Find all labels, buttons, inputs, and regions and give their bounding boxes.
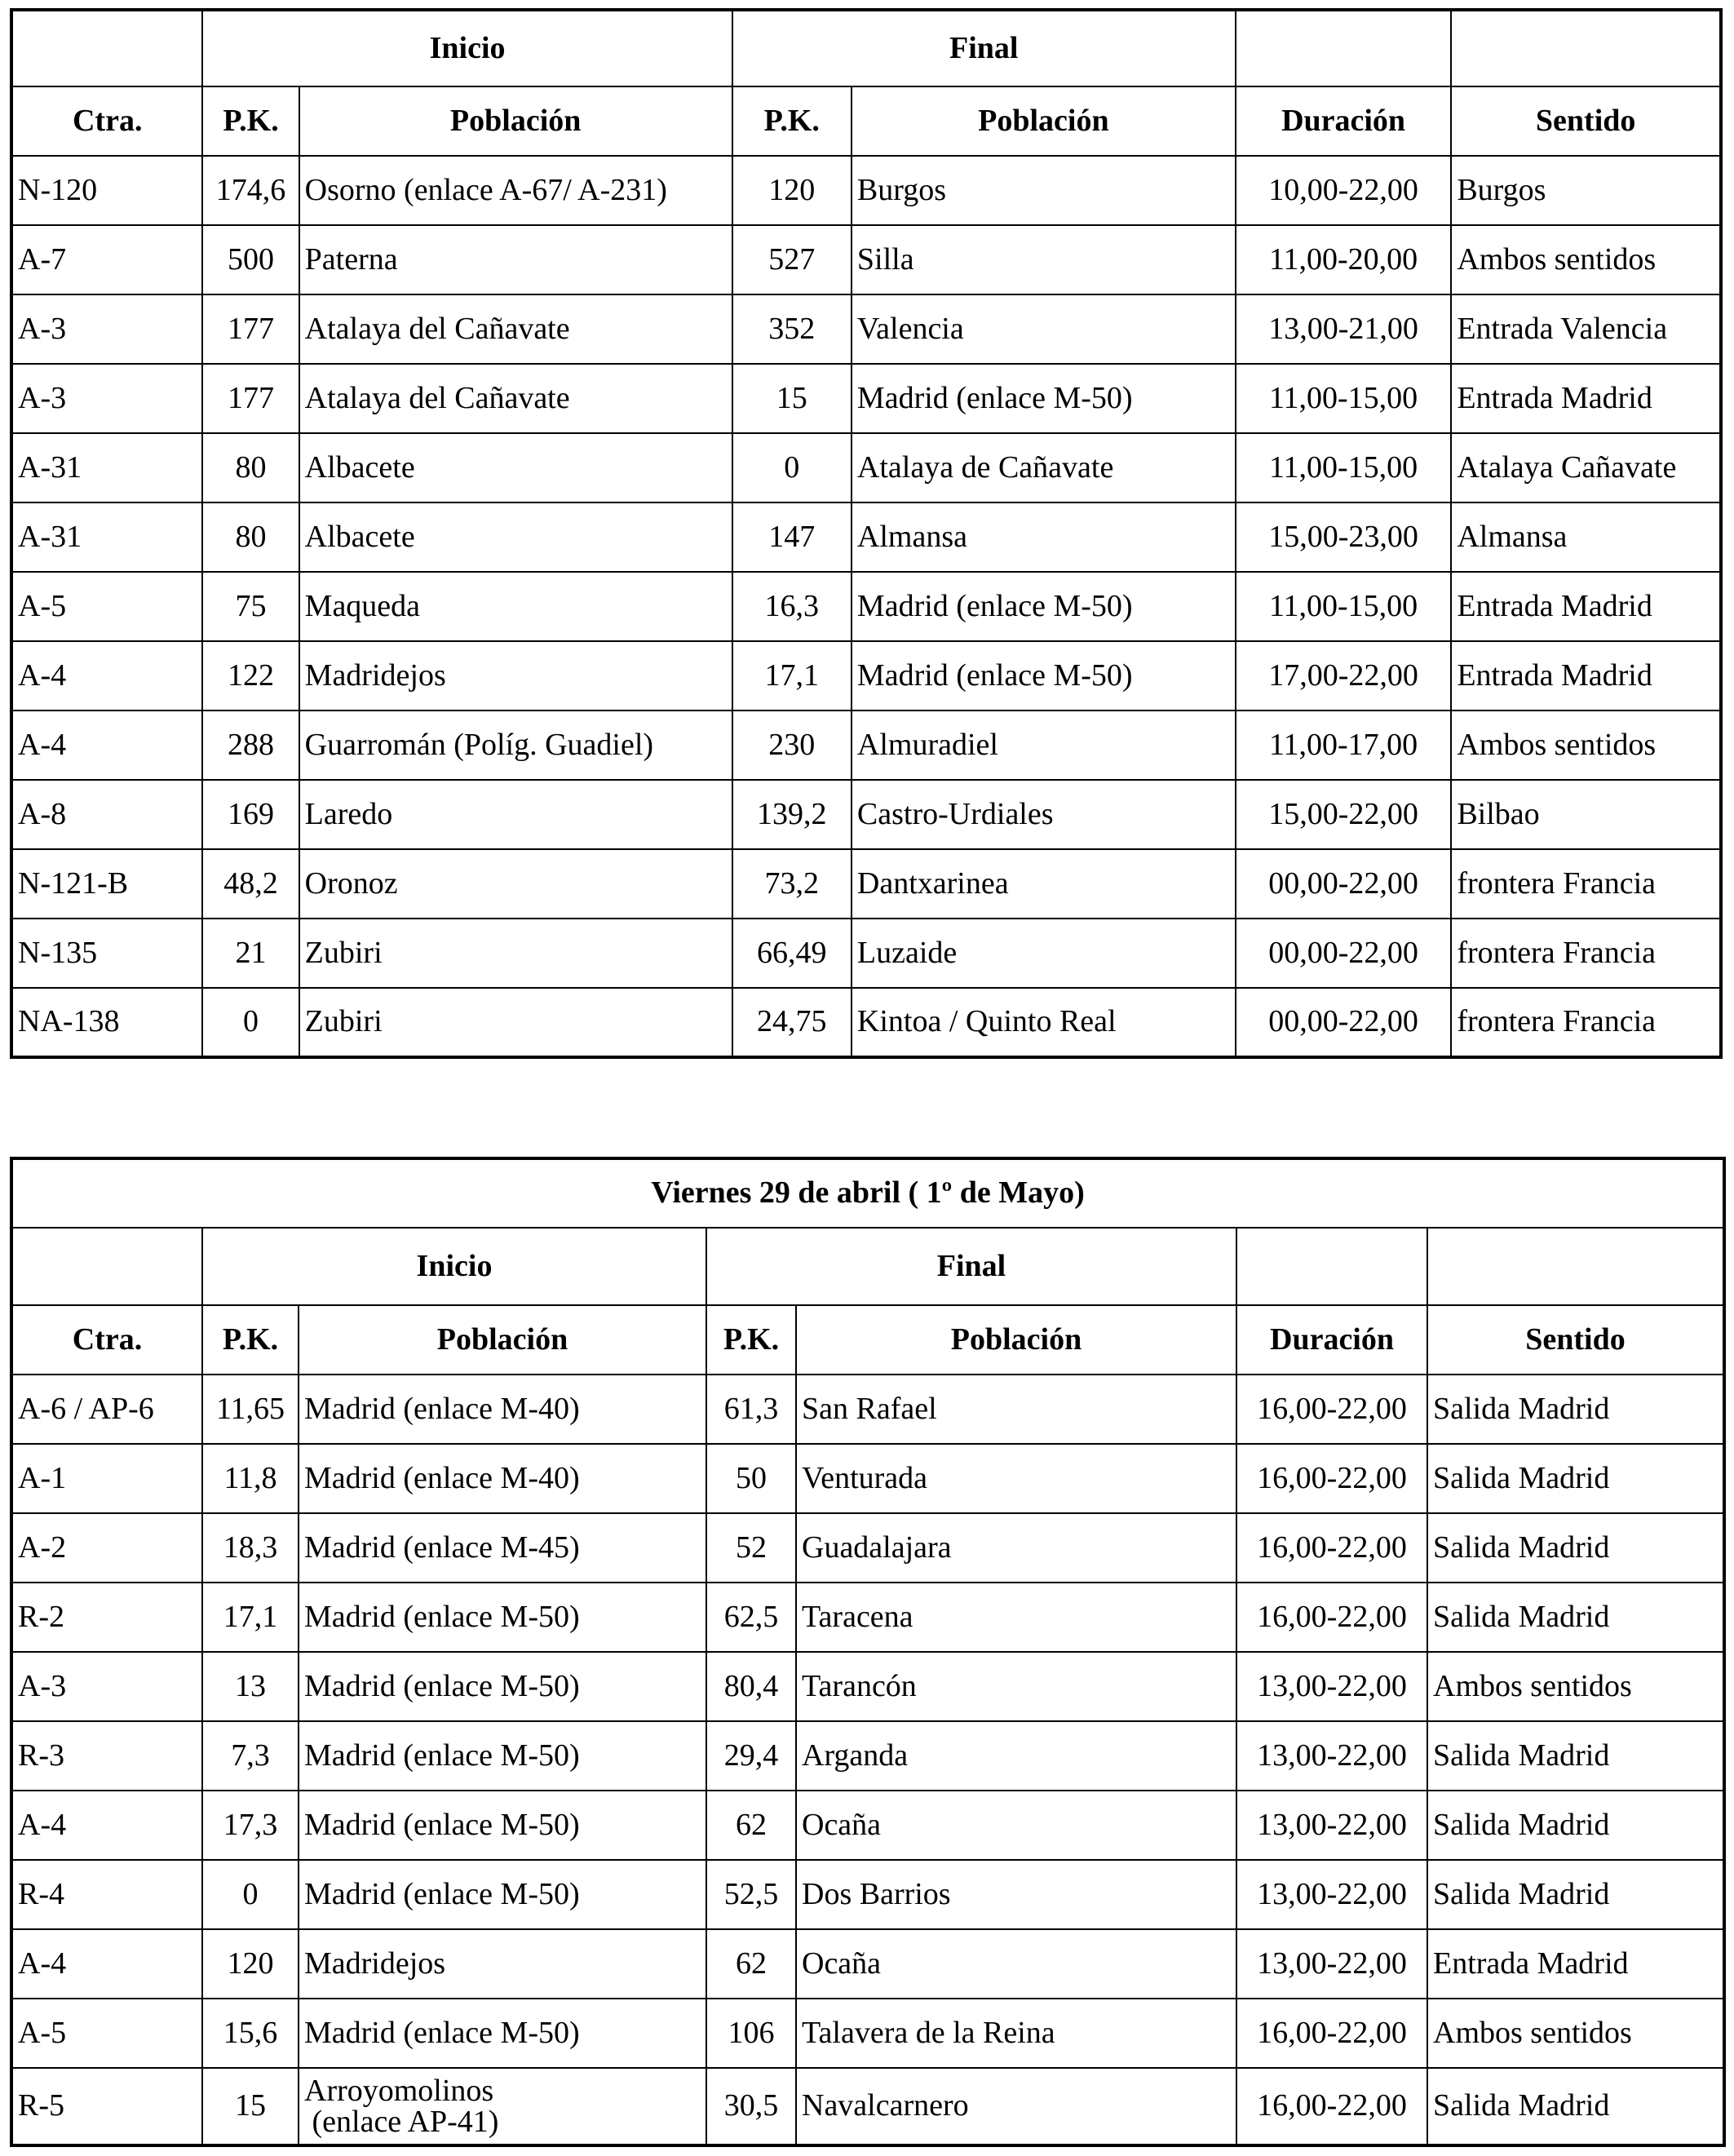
table-row	[11, 1999, 1724, 2068]
cell-sentido: Entrada Valencia	[1451, 294, 1721, 364]
column-header-sentido: Sentido	[1451, 86, 1721, 156]
cell-pk-final: 62	[706, 1929, 796, 1999]
cell-sentido: frontera Francia	[1451, 919, 1721, 988]
cell-pk-inicio: 0	[202, 1860, 299, 1929]
cell-pk-final: 147	[732, 502, 852, 572]
cell-ctra: A-31	[11, 433, 202, 502]
cell-ctra: A-4	[11, 1791, 202, 1860]
cell-poblacion-inicio: Atalaya del Cañavate	[299, 294, 732, 364]
column-header-poblacion-final: Población	[852, 86, 1236, 156]
cell-duracion: 10,00-22,00	[1236, 156, 1452, 225]
cell-poblacion-final: Navalcarnero	[796, 2068, 1236, 2145]
cell-sentido: Salida Madrid	[1427, 1860, 1724, 1929]
cell-pk-final: 52	[706, 1513, 796, 1583]
cell-poblacion-final: San Rafael	[796, 1375, 1236, 1444]
table-row	[11, 1583, 1724, 1652]
cell-pk-final: 50	[706, 1444, 796, 1513]
table-row	[11, 1652, 1724, 1721]
cell-poblacion-final: Almansa	[852, 502, 1236, 572]
cell-pk-final: 17,1	[732, 641, 852, 711]
cell-poblacion-final: Venturada	[796, 1444, 1236, 1513]
empty-header-cell	[1236, 1228, 1427, 1305]
table-row	[11, 849, 1721, 919]
cell-pk-inicio: 11,65	[202, 1375, 299, 1444]
table-row	[11, 1375, 1724, 1444]
cell-sentido: Salida Madrid	[1427, 1444, 1724, 1513]
cell-duracion: 17,00-22,00	[1236, 641, 1452, 711]
cell-ctra: A-1	[11, 1444, 202, 1513]
cell-pk-inicio: 80	[202, 502, 299, 572]
cell-pk-inicio: 80	[202, 433, 299, 502]
cell-pk-final: 16,3	[732, 572, 852, 641]
cell-poblacion-inicio: Madrid (enlace M-50)	[299, 1999, 706, 2068]
cell-duracion: 15,00-22,00	[1236, 780, 1452, 849]
table-row	[11, 364, 1721, 433]
cell-ctra: A-3	[11, 364, 202, 433]
cell-pk-final: 106	[706, 1999, 796, 2068]
cell-poblacion-inicio	[299, 2068, 706, 2145]
cell-pk-inicio: 48,2	[202, 849, 299, 919]
group-header-final: Final	[732, 10, 1236, 86]
table-row	[11, 225, 1721, 294]
cell-poblacion-inicio: Madrid (enlace M-50)	[299, 1860, 706, 1929]
cell-ctra: A-3	[11, 1652, 202, 1721]
cell-pk-inicio: 7,3	[202, 1721, 299, 1791]
cell-poblacion-final: Madrid (enlace M-50)	[852, 572, 1236, 641]
cell-duracion: 16,00-22,00	[1236, 1513, 1427, 1583]
table-row	[11, 1791, 1724, 1860]
cell-duracion: 16,00-22,00	[1236, 1444, 1427, 1513]
cell-sentido: Entrada Madrid	[1451, 572, 1721, 641]
cell-pk-inicio: 15,6	[202, 1999, 299, 2068]
column-header-ctra: Ctra.	[11, 86, 202, 156]
cell-pk-final: 73,2	[732, 849, 852, 919]
cell-poblacion-final: Guadalajara	[796, 1513, 1236, 1583]
cell-duracion: 11,00-15,00	[1236, 364, 1452, 433]
cell-pk-inicio: 120	[202, 1929, 299, 1999]
cell-ctra: A-4	[11, 641, 202, 711]
cell-poblacion-inicio: Madrid (enlace M-50)	[299, 1583, 706, 1652]
table-row	[11, 780, 1721, 849]
cell-duracion: 15,00-23,00	[1236, 502, 1452, 572]
cell-poblacion-inicio-line-2: (enlace AP-41)	[304, 2105, 499, 2139]
cell-poblacion-inicio: Madrid (enlace M-45)	[299, 1513, 706, 1583]
cell-poblacion-inicio: Maqueda	[299, 572, 732, 641]
cell-pk-final: 139,2	[732, 780, 852, 849]
cell-pk-inicio: 13	[202, 1652, 299, 1721]
cell-pk-final: 62,5	[706, 1583, 796, 1652]
cell-poblacion-inicio: Atalaya del Cañavate	[299, 364, 732, 433]
cell-ctra: A-4	[11, 711, 202, 780]
cell-sentido: Ambos sentidos	[1427, 1652, 1724, 1721]
cell-ctra: N-135	[11, 919, 202, 988]
restrictions-table-1	[10, 8, 1723, 1059]
cell-sentido: Entrada Madrid	[1451, 364, 1721, 433]
cell-pk-final: 0	[732, 433, 852, 502]
cell-sentido: Ambos sentidos	[1451, 711, 1721, 780]
cell-poblacion-final: Taracena	[796, 1583, 1236, 1652]
cell-poblacion-inicio: Madrid (enlace M-50)	[299, 1791, 706, 1860]
cell-poblacion-inicio: Albacete	[299, 502, 732, 572]
cell-pk-final: 52,5	[706, 1860, 796, 1929]
cell-duracion: 16,00-22,00	[1236, 2068, 1427, 2145]
table-row	[11, 502, 1721, 572]
cell-sentido: Atalaya Cañavate	[1451, 433, 1721, 502]
empty-header-cell	[11, 10, 202, 86]
cell-sentido: Almansa	[1451, 502, 1721, 572]
cell-pk-inicio: 169	[202, 780, 299, 849]
group-header-inicio: Inicio	[202, 10, 732, 86]
cell-pk-final: 61,3	[706, 1375, 796, 1444]
cell-pk-inicio: 17,3	[202, 1791, 299, 1860]
cell-ctra: A-2	[11, 1513, 202, 1583]
table-row	[11, 1860, 1724, 1929]
cell-poblacion-inicio: Osorno (enlace A-67/ A-231)	[299, 156, 732, 225]
column-header-duracion: Duración	[1236, 86, 1452, 156]
column-header-poblacion-inicio: Población	[299, 86, 732, 156]
table-row	[11, 572, 1721, 641]
cell-ctra: R-3	[11, 1721, 202, 1791]
cell-poblacion-final: Dantxarinea	[852, 849, 1236, 919]
cell-pk-final: 352	[732, 294, 852, 364]
cell-poblacion-inicio: Madrid (enlace M-50)	[299, 1652, 706, 1721]
cell-pk-inicio: 500	[202, 225, 299, 294]
cell-duracion: 16,00-22,00	[1236, 1375, 1427, 1444]
cell-poblacion-final: Almuradiel	[852, 711, 1236, 780]
cell-duracion: 13,00-22,00	[1236, 1929, 1427, 1999]
column-header-sentido: Sentido	[1427, 1305, 1724, 1375]
cell-ctra: N-120	[11, 156, 202, 225]
restrictions-table-2	[10, 1157, 1726, 2147]
table-row	[11, 988, 1721, 1057]
cell-pk-final: 80,4	[706, 1652, 796, 1721]
group-header-final: Final	[706, 1228, 1236, 1305]
cell-duracion: 13,00-21,00	[1236, 294, 1452, 364]
cell-poblacion-inicio: Madridejos	[299, 641, 732, 711]
cell-sentido: Ambos sentidos	[1427, 1999, 1724, 2068]
cell-pk-inicio: 0	[202, 988, 299, 1057]
cell-ctra: NA-138	[11, 988, 202, 1057]
cell-poblacion-final: Valencia	[852, 294, 1236, 364]
cell-pk-final: 230	[732, 711, 852, 780]
cell-poblacion-final: Atalaya de Cañavate	[852, 433, 1236, 502]
cell-ctra: A-6 / AP-6	[11, 1375, 202, 1444]
cell-pk-inicio: 15	[202, 2068, 299, 2145]
cell-poblacion-inicio: Zubiri	[299, 919, 732, 988]
cell-sentido: frontera Francia	[1451, 988, 1721, 1057]
cell-pk-final: 24,75	[732, 988, 852, 1057]
cell-poblacion-inicio: Guarromán (Políg. Guadiel)	[299, 711, 732, 780]
cell-pk-inicio: 177	[202, 364, 299, 433]
cell-sentido: Salida Madrid	[1427, 1721, 1724, 1791]
cell-sentido: Burgos	[1451, 156, 1721, 225]
cell-pk-inicio: 177	[202, 294, 299, 364]
column-header-poblacion-final: Población	[796, 1305, 1236, 1375]
cell-poblacion-final: Talavera de la Reina	[796, 1999, 1236, 2068]
column-header-duracion: Duración	[1236, 1305, 1427, 1375]
cell-sentido: Entrada Madrid	[1451, 641, 1721, 711]
cell-ctra: A-8	[11, 780, 202, 849]
table-row	[11, 433, 1721, 502]
column-header-pk-inicio: P.K.	[202, 1305, 299, 1375]
column-header-pk-inicio: P.K.	[202, 86, 299, 156]
cell-poblacion-inicio: Zubiri	[299, 988, 732, 1057]
cell-poblacion-final: Ocaña	[796, 1929, 1236, 1999]
cell-duracion: 00,00-22,00	[1236, 919, 1452, 988]
cell-pk-final: 66,49	[732, 919, 852, 988]
cell-pk-inicio: 11,8	[202, 1444, 299, 1513]
cell-duracion: 11,00-15,00	[1236, 572, 1452, 641]
cell-poblacion-final: Madrid (enlace M-50)	[852, 364, 1236, 433]
cell-pk-final: 120	[732, 156, 852, 225]
cell-sentido: Salida Madrid	[1427, 1375, 1724, 1444]
empty-header-cell	[11, 1228, 202, 1305]
cell-poblacion-inicio-line-1: Arroyomolinos	[304, 2074, 494, 2108]
cell-pk-inicio: 21	[202, 919, 299, 988]
cell-pk-inicio: 174,6	[202, 156, 299, 225]
cell-ctra: N-121-B	[11, 849, 202, 919]
cell-poblacion-final: Luzaide	[852, 919, 1236, 988]
cell-ctra: A-4	[11, 1929, 202, 1999]
cell-poblacion-final: Silla	[852, 225, 1236, 294]
table-row	[11, 1444, 1724, 1513]
cell-sentido: Salida Madrid	[1427, 1513, 1724, 1583]
cell-poblacion-final: Tarancón	[796, 1652, 1236, 1721]
table-row	[11, 1721, 1724, 1791]
cell-poblacion-final: Arganda	[796, 1721, 1236, 1791]
cell-duracion: 11,00-15,00	[1236, 433, 1452, 502]
cell-sentido: Salida Madrid	[1427, 2068, 1724, 2145]
empty-header-cell	[1451, 10, 1721, 86]
table-row	[11, 711, 1721, 780]
cell-duracion: 16,00-22,00	[1236, 1999, 1427, 2068]
cell-pk-final: 62	[706, 1791, 796, 1860]
cell-sentido: Ambos sentidos	[1451, 225, 1721, 294]
empty-header-cell	[1427, 1228, 1724, 1305]
table-row	[11, 919, 1721, 988]
column-header-pk-final: P.K.	[706, 1305, 796, 1375]
cell-sentido: Salida Madrid	[1427, 1791, 1724, 1860]
cell-poblacion-inicio: Oronoz	[299, 849, 732, 919]
cell-duracion: 11,00-20,00	[1236, 225, 1452, 294]
cell-ctra: A-5	[11, 572, 202, 641]
table-title: Viernes 29 de abril ( 1º de Mayo)	[11, 1158, 1724, 1228]
cell-pk-inicio: 18,3	[202, 1513, 299, 1583]
table-row	[11, 156, 1721, 225]
column-header-ctra: Ctra.	[11, 1305, 202, 1375]
empty-header-cell	[1236, 10, 1452, 86]
cell-poblacion-inicio: Laredo	[299, 780, 732, 849]
cell-pk-final: 527	[732, 225, 852, 294]
cell-duracion: 00,00-22,00	[1236, 849, 1452, 919]
cell-ctra: R-4	[11, 1860, 202, 1929]
cell-pk-inicio: 17,1	[202, 1583, 299, 1652]
cell-duracion: 16,00-22,00	[1236, 1583, 1427, 1652]
cell-poblacion-final: Madrid (enlace M-50)	[852, 641, 1236, 711]
cell-ctra: A-7	[11, 225, 202, 294]
column-header-poblacion-inicio: Población	[299, 1305, 706, 1375]
cell-poblacion-inicio: Madrid (enlace M-40)	[299, 1375, 706, 1444]
group-header-inicio: Inicio	[202, 1228, 706, 1305]
cell-poblacion-final: Castro-Urdiales	[852, 780, 1236, 849]
cell-poblacion-final: Ocaña	[796, 1791, 1236, 1860]
cell-ctra: R-5	[11, 2068, 202, 2145]
cell-poblacion-final: Burgos	[852, 156, 1236, 225]
cell-duracion: 13,00-22,00	[1236, 1721, 1427, 1791]
cell-sentido: frontera Francia	[1451, 849, 1721, 919]
cell-poblacion-inicio: Madrid (enlace M-50)	[299, 1721, 706, 1791]
cell-poblacion-inicio: Paterna	[299, 225, 732, 294]
table-row	[11, 1929, 1724, 1999]
cell-duracion: 00,00-22,00	[1236, 988, 1452, 1057]
cell-ctra: A-5	[11, 1999, 202, 2068]
cell-poblacion-final: Kintoa / Quinto Real	[852, 988, 1236, 1057]
table-row	[11, 2068, 1724, 2145]
cell-sentido: Bilbao	[1451, 780, 1721, 849]
cell-pk-inicio: 288	[202, 711, 299, 780]
cell-sentido: Salida Madrid	[1427, 1583, 1724, 1652]
cell-sentido: Entrada Madrid	[1427, 1929, 1724, 1999]
cell-poblacion-final: Dos Barrios	[796, 1860, 1236, 1929]
cell-pk-final: 30,5	[706, 2068, 796, 2145]
cell-poblacion-inicio: Madridejos	[299, 1929, 706, 1999]
cell-pk-final: 29,4	[706, 1721, 796, 1791]
cell-ctra: R-2	[11, 1583, 202, 1652]
column-header-pk-final: P.K.	[732, 86, 852, 156]
cell-pk-inicio: 75	[202, 572, 299, 641]
cell-poblacion-inicio: Albacete	[299, 433, 732, 502]
table-row	[11, 641, 1721, 711]
cell-duracion: 13,00-22,00	[1236, 1791, 1427, 1860]
cell-poblacion-inicio: Madrid (enlace M-40)	[299, 1444, 706, 1513]
cell-duracion: 11,00-17,00	[1236, 711, 1452, 780]
cell-ctra: A-3	[11, 294, 202, 364]
table-row	[11, 1513, 1724, 1583]
cell-duracion: 13,00-22,00	[1236, 1652, 1427, 1721]
cell-pk-inicio: 122	[202, 641, 299, 711]
cell-pk-final: 15	[732, 364, 852, 433]
cell-duracion: 13,00-22,00	[1236, 1860, 1427, 1929]
cell-ctra: A-31	[11, 502, 202, 572]
table-row	[11, 294, 1721, 364]
